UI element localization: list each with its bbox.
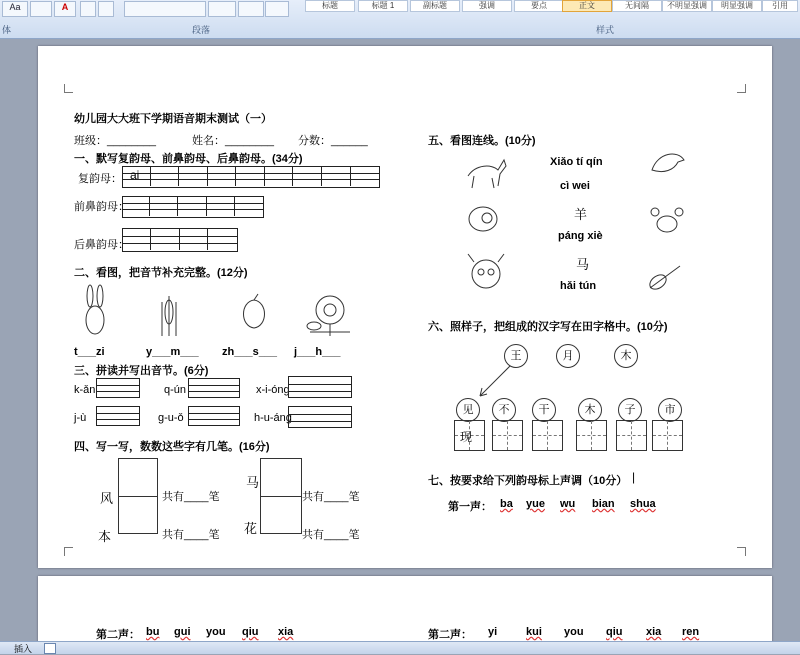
status-bar — [0, 641, 800, 654]
hou-columns — [122, 228, 236, 250]
p2-left-2: gui — [174, 626, 191, 638]
s4-fill-4: 共有____笔 — [302, 529, 360, 541]
p2-left-1: bu — [146, 626, 160, 638]
p2-right-label: 第二声： — [428, 629, 472, 641]
horse-image — [462, 150, 508, 190]
margin-mark — [64, 84, 73, 93]
p2-right-3: you — [564, 626, 584, 638]
ribbon — [0, 0, 800, 39]
char-shading-icon[interactable] — [80, 1, 96, 17]
s5-word-6: hǎi tún — [560, 280, 597, 292]
p2-right-5: xia — [646, 626, 662, 638]
s6-tian-2[interactable] — [492, 420, 523, 451]
text-cursor: | — [632, 470, 636, 484]
hou-label: 后鼻韵母： — [74, 239, 129, 251]
s6-tian-6[interactable] — [652, 420, 683, 451]
s7-word-3: wu — [560, 498, 576, 510]
s3-grid-4[interactable] — [96, 406, 140, 426]
s6-top-2: 月 — [556, 344, 580, 368]
style-strong[interactable]: 要点 — [514, 0, 564, 12]
s7-word-2: yue — [526, 498, 545, 510]
style-subtitle[interactable]: 副标题 — [410, 0, 460, 12]
s6-top-1: 王 — [504, 344, 528, 368]
s6-bottom-6: 市 — [658, 398, 682, 422]
margin-mark — [737, 547, 746, 556]
p2-right-4: qiu — [606, 626, 623, 638]
corn-image — [154, 292, 184, 338]
style-subtle-emphasis[interactable]: 不明显强调 — [662, 0, 712, 12]
page-title: 幼儿园大大班下学期语音期末测试（一） — [74, 113, 272, 125]
insert-mode-indicator[interactable]: 插入 — [14, 644, 33, 654]
p2-left-label: 第二声： — [96, 629, 140, 641]
highlight-icon[interactable] — [30, 1, 52, 17]
s4-char-1: 风 — [100, 491, 114, 506]
s6-bottom-3: 干 — [532, 398, 556, 422]
s4-char-3: 马 — [246, 475, 260, 490]
s3-grid-1[interactable] — [96, 378, 140, 398]
chrysanthemum-image — [300, 292, 356, 338]
s2-item-4: j___h___ — [294, 346, 341, 358]
document-page-2[interactable] — [38, 576, 772, 646]
enclose-char-icon[interactable] — [98, 1, 114, 17]
crab-image — [648, 204, 686, 238]
style-quote[interactable]: 引用 — [762, 0, 798, 12]
s4-fill-3: 共有____笔 — [302, 491, 360, 503]
section-5-heading: 五、看图连线。(10分) — [428, 135, 536, 147]
section-3-heading: 三、拼读并写出音节。(6分) — [74, 365, 209, 377]
macro-record-icon[interactable] — [44, 643, 56, 654]
s6-tian-4[interactable] — [576, 420, 607, 451]
s3-item-1: k-ǎn — [74, 384, 96, 396]
s2-item-1: t___zi — [74, 346, 105, 358]
styles-group-label: 样式 — [596, 25, 615, 35]
s2-item-3: zh___s___ — [222, 346, 278, 358]
qian-columns — [122, 196, 262, 216]
margin-mark — [737, 84, 746, 93]
document-page-1[interactable] — [38, 46, 772, 568]
change-case-label: Aa — [9, 2, 21, 12]
s5-word-4: páng xiè — [558, 230, 603, 242]
p2-left-4: qiu — [242, 626, 259, 638]
s7-line1-label: 第一声： — [448, 501, 492, 513]
s3-item-5: g-u-ǒ — [158, 412, 184, 424]
s4-tian-1-top — [118, 458, 158, 497]
style-heading1[interactable]: 标题 1 — [358, 0, 408, 12]
s6-example-char: 现 — [460, 430, 473, 444]
s7-word-1: ba — [500, 498, 513, 510]
shading-icon[interactable] — [238, 1, 264, 17]
style-emphasis[interactable]: 强调 — [462, 0, 512, 12]
peach-image — [236, 292, 272, 332]
s5-word-2: cì wei — [560, 180, 590, 192]
p2-right-2: kui — [526, 626, 542, 638]
section-2-heading: 二、看图，把音节补充完整。(12分) — [74, 267, 248, 279]
borders-icon[interactable] — [265, 1, 289, 17]
score-field: 分数：______ — [298, 135, 368, 147]
s6-tian-3[interactable] — [532, 420, 563, 451]
goat-image — [464, 250, 508, 298]
p2-left-5: xia — [278, 626, 294, 638]
s3-item-3: x-i-óng — [256, 384, 290, 396]
s4-char-2: 本 — [98, 529, 112, 544]
s4-fill-1: 共有____笔 — [162, 491, 220, 503]
s3-item-4: j-ù — [74, 412, 87, 424]
fu-columns — [122, 166, 378, 186]
section-4-heading: 四、写一写，数数这些字有几笔。(16分) — [74, 441, 270, 453]
s7-word-5: shua — [630, 498, 656, 510]
s3-grid-5[interactable] — [188, 406, 240, 426]
section-7-heading: 七、按要求给下列韵母标上声调（10分） — [428, 475, 628, 487]
hedgehog-image — [466, 202, 500, 234]
rabbit-image — [80, 284, 110, 338]
s2-item-2: y___m___ — [146, 346, 199, 358]
s6-bottom-1: 见 — [456, 398, 480, 422]
s6-tian-5[interactable] — [616, 420, 647, 451]
s4-fill-2: 共有____笔 — [162, 529, 220, 541]
name-field: 姓名：________ — [192, 135, 274, 147]
section-1-heading: 一、默写复韵母、前鼻韵母、后鼻韵母。(34分) — [74, 153, 303, 165]
s3-grid-6[interactable] — [288, 406, 352, 428]
violin-image — [644, 260, 686, 294]
align-buttons[interactable] — [124, 1, 206, 17]
style-intense-emphasis[interactable]: 明显强调 — [712, 0, 762, 12]
paragraph-group-label: 段落 — [192, 25, 211, 35]
fu-example: ai — [130, 168, 140, 182]
style-title[interactable]: 标题 — [305, 0, 355, 12]
line-spacing-icon[interactable] — [208, 1, 236, 17]
s4-char-4: 花 — [244, 521, 258, 536]
change-case-button[interactable] — [2, 1, 28, 17]
p2-right-1: yi — [488, 626, 498, 638]
s6-bottom-5: 子 — [618, 398, 642, 422]
class-field: 班级：________ — [74, 135, 156, 147]
s5-word-5: 马 — [576, 257, 590, 272]
s3-grid-3[interactable] — [288, 376, 352, 398]
style-no-spacing[interactable]: 无间隔 — [612, 0, 662, 12]
s5-word-1: Xiǎo tí qín — [550, 156, 603, 168]
s4-tian-2-top — [260, 458, 302, 497]
s3-item-6: h-u-áng — [254, 412, 292, 424]
qian-label: 前鼻韵母： — [74, 201, 129, 213]
font-group-label: 体 — [2, 25, 12, 35]
font-color-icon[interactable]: A — [54, 1, 76, 17]
p2-left-3: you — [206, 626, 226, 638]
dolphin-image — [648, 146, 688, 182]
s3-grid-2[interactable] — [188, 378, 240, 398]
s6-top-3: 木 — [614, 344, 638, 368]
s3-item-2: q-ún — [164, 384, 187, 396]
margin-mark — [64, 547, 73, 556]
s7-word-4: bian — [592, 498, 615, 510]
p2-right-6: ren — [682, 626, 700, 638]
s6-bottom-2: 不 — [492, 398, 516, 422]
example-arrow — [474, 364, 514, 400]
fu-label: 复韵母： — [78, 173, 122, 185]
section-6-heading: 六、照样子，把组成的汉字写在田字格中。(10分) — [428, 321, 668, 333]
style-normal[interactable]: 正文 — [562, 0, 612, 12]
s5-word-3: 羊 — [574, 207, 588, 222]
s6-bottom-4: 木 — [578, 398, 602, 422]
